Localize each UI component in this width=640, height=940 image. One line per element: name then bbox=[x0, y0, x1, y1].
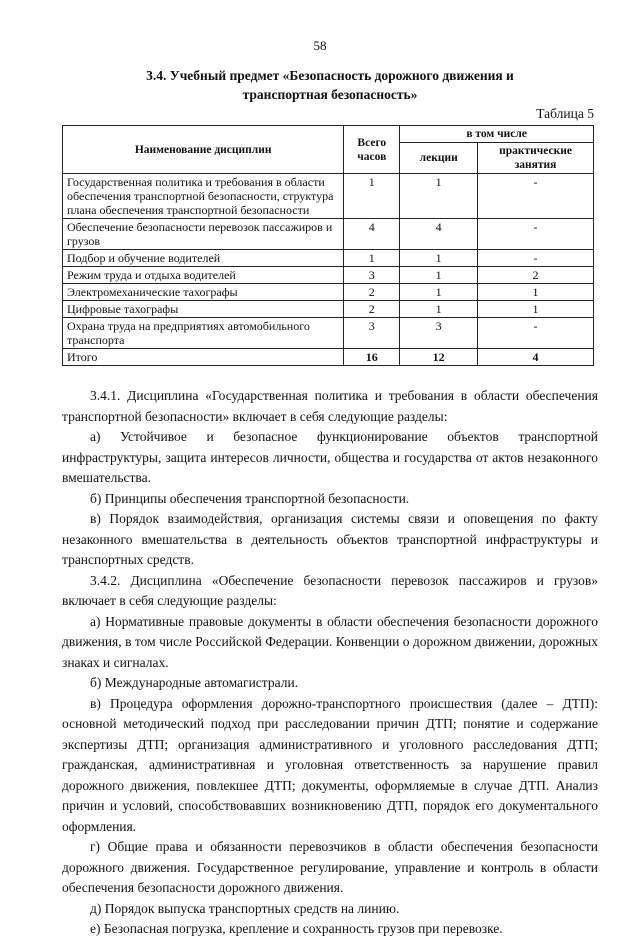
row-practice: - bbox=[478, 250, 594, 267]
total-hours: 16 bbox=[344, 349, 400, 366]
row-name: Обеспечение безопасности перевозок пассажиров и грузов bbox=[63, 219, 344, 250]
row-practice: 2 bbox=[478, 267, 594, 284]
table-total-row bbox=[63, 349, 594, 366]
paragraph: а) Устойчивое и безопасное функционирование объектов транспортной инфраструктуры, защита интересов личности, общества и государства от актов незаконного вмешательства. bbox=[62, 429, 598, 485]
paragraph: в) Процедура оформления дорожно-транспортного происшествия (далее – ДТП): основной методический подход при расследовании причин ДТП; понятие и содержание экспертизы ДТП; организация административного и уголовного расследования ДТП; гражданская, административная и уголовная ответственность за нарушение правил дорожного движения, повлекшее ДТП; документы, оформляемые в случае ДТП. Анализ причин и условий, способствовавших возникновению ДТП, порядок его документального оформления. bbox=[62, 695, 598, 834]
row-total: 3 bbox=[344, 318, 400, 349]
row-practice: 1 bbox=[478, 284, 594, 301]
row-name: Цифровые тахографы bbox=[63, 301, 344, 318]
disciplines-table bbox=[62, 125, 594, 366]
row-lectures: 4 bbox=[400, 219, 478, 250]
row-lectures: 1 bbox=[400, 250, 478, 267]
section-heading-line-1: 3.4. Учебный предмет «Безопасность дорожного движения и bbox=[146, 68, 514, 83]
row-name: Государственная политика и требования в области обеспечения транспортной безопасности, структура плана обеспечения транспортной безопасности bbox=[63, 174, 344, 219]
row-total: 2 bbox=[344, 284, 400, 301]
header-name: Наименование дисциплин bbox=[63, 126, 344, 174]
paragraph: 3.4.1. Дисциплина «Государственная политика и требования в области обеспечения транспортной безопасности» включает в себя следующие разделы: bbox=[62, 388, 598, 424]
paragraph: г) Общие права и обязанности перевозчиков в области обеспечения безопасности дорожного движения. Государственное регулирование, управление и контроль в области обеспечения безопасности дорожного движения. bbox=[62, 839, 598, 895]
header-lectures: лекции bbox=[400, 143, 478, 174]
row-practice: 1 bbox=[478, 301, 594, 318]
paragraph: б) Принципы обеспечения транспортной безопасности. bbox=[90, 490, 410, 506]
table-row bbox=[63, 284, 594, 301]
total-label: Итого bbox=[63, 349, 344, 366]
table-header-row bbox=[63, 126, 594, 143]
row-total: 4 bbox=[344, 219, 400, 250]
row-name: Режим труда и отдыха водителей bbox=[63, 267, 344, 284]
row-practice: - bbox=[478, 318, 594, 349]
table-row bbox=[63, 250, 594, 267]
section-heading bbox=[100, 66, 560, 104]
row-name: Подбор и обучение водителей bbox=[63, 250, 344, 267]
header-practice: практические занятия bbox=[478, 143, 594, 174]
row-lectures: 1 bbox=[400, 301, 478, 318]
table-row bbox=[63, 219, 594, 250]
body-text bbox=[62, 386, 598, 940]
row-total: 1 bbox=[344, 250, 400, 267]
header-including: в том числе bbox=[400, 126, 594, 143]
total-lectures: 12 bbox=[400, 349, 478, 366]
row-lectures: 1 bbox=[400, 267, 478, 284]
paragraph: в) Порядок взаимодействия, организация системы связи и оповещения по факту незаконного вмешательства в деятельность объектов транспортной инфраструктуры и транспортных средств. bbox=[62, 511, 598, 567]
header-total-hours: Всего часов bbox=[344, 126, 400, 174]
table-row bbox=[63, 318, 594, 349]
row-name: Охрана труда на предприятиях автомобильного транспорта bbox=[63, 318, 344, 349]
table-label: Таблица 5 bbox=[536, 106, 594, 121]
row-name: Электромеханические тахографы bbox=[63, 284, 344, 301]
table-row bbox=[63, 301, 594, 318]
row-total: 2 bbox=[344, 301, 400, 318]
paragraph: д) Порядок выпуска транспортных средств на линию. bbox=[90, 900, 400, 916]
paragraph: 3.4.2. Дисциплина «Обеспечение безопасности перевозок пассажиров и грузов» включает в себя следующие разделы: bbox=[62, 572, 598, 608]
row-lectures: 3 bbox=[400, 318, 478, 349]
total-practice: 4 bbox=[478, 349, 594, 366]
row-practice: - bbox=[478, 219, 594, 250]
row-total: 1 bbox=[344, 174, 400, 219]
table-row bbox=[63, 267, 594, 284]
page-number: 58 bbox=[313, 38, 327, 53]
row-practice: - bbox=[478, 174, 594, 219]
paragraph: а) Нормативные правовые документы в области обеспечения безопасности дорожного движения, в том числе Российской Федерации. Конвенции о дорожном движении, дорожных знаках и сигналах. bbox=[62, 613, 598, 670]
paragraph: б) Международные автомагистрали. bbox=[90, 675, 299, 690]
row-lectures: 1 bbox=[400, 284, 478, 301]
paragraph: е) Безопасная погрузка, крепление и сохранность грузов при перевозке. bbox=[90, 921, 503, 936]
table-row bbox=[63, 174, 594, 219]
row-lectures: 1 bbox=[400, 174, 478, 219]
section-heading-line-2: транспортная безопасность» bbox=[242, 87, 418, 102]
row-total: 3 bbox=[344, 267, 400, 284]
